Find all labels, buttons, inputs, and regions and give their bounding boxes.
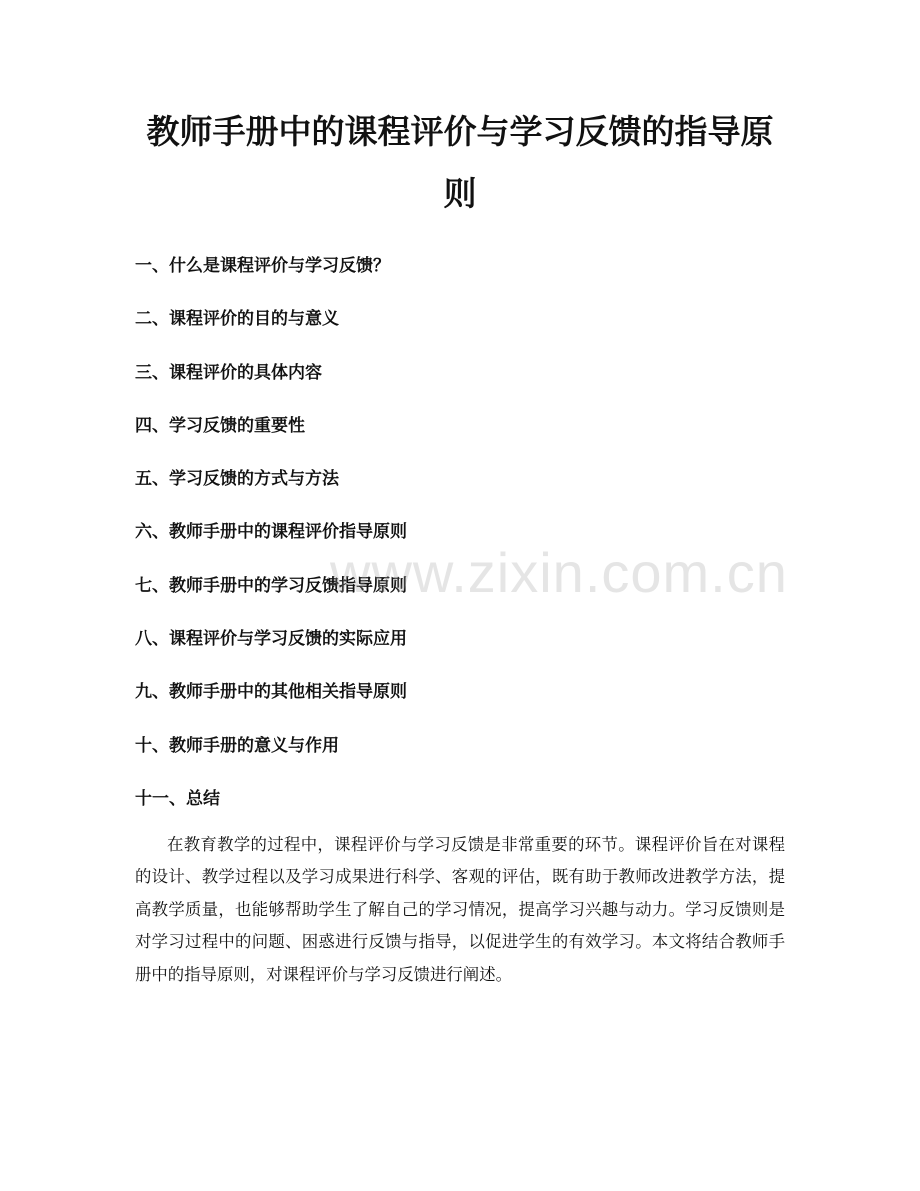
watermark: www.zixin.com.cn <box>330 541 788 604</box>
toc-item-3: 三、课程评价的具体内容 <box>135 362 322 383</box>
toc-item-1: 一、什么是课程评价与学习反馈？ <box>135 256 390 276</box>
table-of-contents <box>135 251 785 837</box>
toc-item-5: 五、学习反馈的方式与方法 <box>135 469 339 490</box>
toc-item-11: 十一、总结 <box>135 788 220 809</box>
toc-item-8: 八、课程评价与学习反馈的实际应用 <box>135 629 407 650</box>
toc-item-10: 十、教师手册的意义与作用 <box>135 735 339 756</box>
intro-paragraph: 在教育教学的过程中，课程评价与学习反馈是非常重要的环节。课程评价旨在对课程的设计、教学过程以及学习成果进行科学、客观的评估，既有助于教师改进教学方法，提高教学质量，也能够帮助学生了解自己的学习情况，提高学习兴趣与动力。学习反馈则是对学习过程中的问题、困惑进行反馈与指导，以促进学生的有效学习。本文将结合教师手册中的指导原则，对课程评价与学习反馈进行阐述。 <box>135 835 785 984</box>
toc-item-2: 二、课程评价的目的与意义 <box>135 309 339 330</box>
toc-item-4: 四、学习反馈的重要性 <box>135 415 305 436</box>
toc-item-7: 七、教师手册中的学习反馈指导原则 <box>135 575 407 596</box>
toc-item-6: 六、教师手册中的课程评价指导原则 <box>135 522 407 543</box>
document-title: 教师手册中的课程评价与学习反馈的指导原则 <box>146 112 774 213</box>
toc-item-9: 九、教师手册中的其他相关指导原则 <box>135 682 407 703</box>
